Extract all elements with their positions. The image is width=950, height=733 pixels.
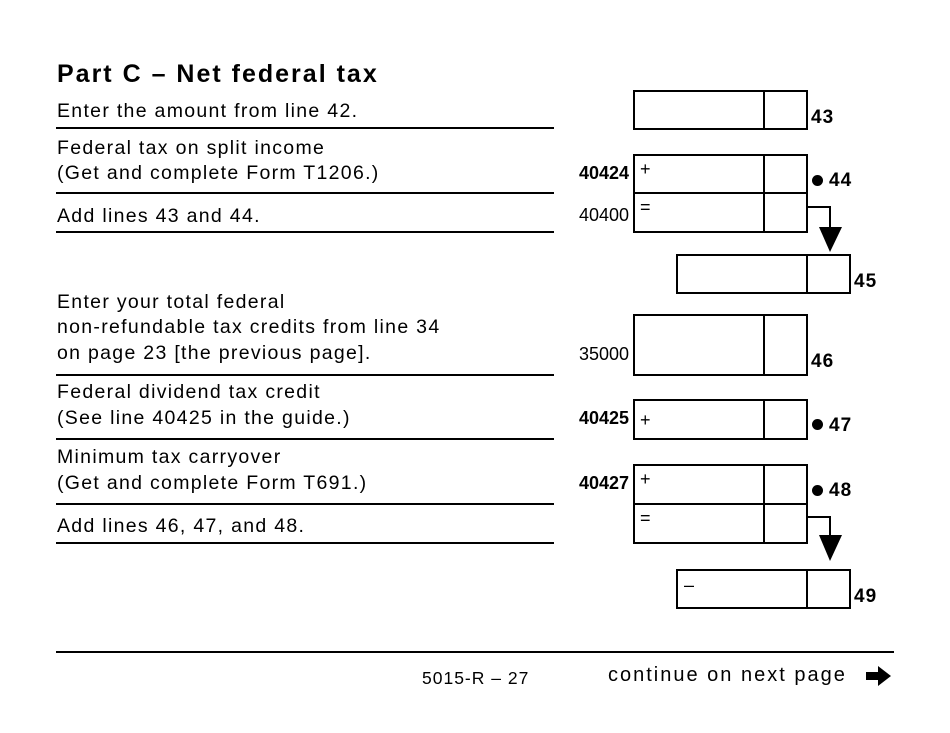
divider xyxy=(56,503,554,505)
line-47-label-1: Federal dividend tax credit xyxy=(57,381,321,403)
continue-text: continue on next page xyxy=(608,664,847,686)
line-48-code: 40427 xyxy=(578,473,629,493)
line-43-amount-field[interactable] xyxy=(633,90,808,130)
line-45-subtotal-field[interactable] xyxy=(633,192,808,233)
divider xyxy=(56,231,554,233)
line-47-code: 40425 xyxy=(578,408,629,428)
line-45-amount-field[interactable] xyxy=(676,254,851,294)
line-43-label: Enter the amount from line 42. xyxy=(57,100,359,122)
line-46-label-1: Enter your total federal xyxy=(57,291,286,313)
line-48-label-2: (Get and complete Form T691.) xyxy=(57,472,368,494)
line-49-number: 49 xyxy=(854,586,878,607)
line-45-number: 45 xyxy=(854,271,878,292)
footer-divider xyxy=(56,651,894,653)
line-49-amount-field[interactable] xyxy=(676,569,851,609)
bullet-icon xyxy=(812,419,823,430)
bullet-icon xyxy=(812,175,823,186)
equals-sign: = xyxy=(640,508,651,528)
divider xyxy=(56,438,554,440)
line-46-label-2: non-refundable tax credits from line 34 xyxy=(57,316,441,338)
line-47-label-2: (See line 40425 in the guide.) xyxy=(57,407,351,429)
line-46-amount-field[interactable] xyxy=(633,314,808,376)
line-44-number: 44 xyxy=(829,170,853,191)
line-44-amount-field[interactable] xyxy=(633,154,808,194)
equals-sign: = xyxy=(640,197,651,217)
down-arrow-icon xyxy=(790,510,860,570)
sum-46-48-label: Add lines 46, 47, and 48. xyxy=(57,515,306,537)
minus-sign: – xyxy=(684,575,695,595)
plus-sign: + xyxy=(640,410,651,430)
line-47-amount-field[interactable] xyxy=(633,399,808,440)
line-45-sum-label: Add lines 43 and 44. xyxy=(57,205,261,227)
line-48-number: 48 xyxy=(829,480,853,501)
line-46-label-3: on page 23 [the previous page]. xyxy=(57,342,372,364)
sum-46-48-field[interactable] xyxy=(633,503,808,544)
line-48-amount-field[interactable] xyxy=(633,464,808,505)
right-arrow-icon xyxy=(864,664,894,688)
line-45-code: 40400 xyxy=(578,205,629,225)
bullet-icon xyxy=(812,485,823,496)
page-number: 5015-R – 27 xyxy=(422,668,530,688)
divider xyxy=(56,542,554,544)
plus-sign: + xyxy=(640,469,651,489)
down-arrow-icon xyxy=(790,200,860,260)
divider xyxy=(56,127,554,129)
line-46-code: 35000 xyxy=(578,344,629,364)
section-title: Part C – Net federal tax xyxy=(57,60,379,88)
line-46-number: 46 xyxy=(811,351,835,372)
divider xyxy=(56,374,554,376)
line-43-number: 43 xyxy=(811,107,835,128)
line-44-label-1: Federal tax on split income xyxy=(57,137,326,159)
line-44-label-2: (Get and complete Form T1206.) xyxy=(57,162,380,184)
line-44-code: 40424 xyxy=(578,163,629,183)
line-48-label-1: Minimum tax carryover xyxy=(57,446,282,468)
line-47-number: 47 xyxy=(829,415,853,436)
plus-sign: + xyxy=(640,159,651,179)
divider xyxy=(56,192,554,194)
